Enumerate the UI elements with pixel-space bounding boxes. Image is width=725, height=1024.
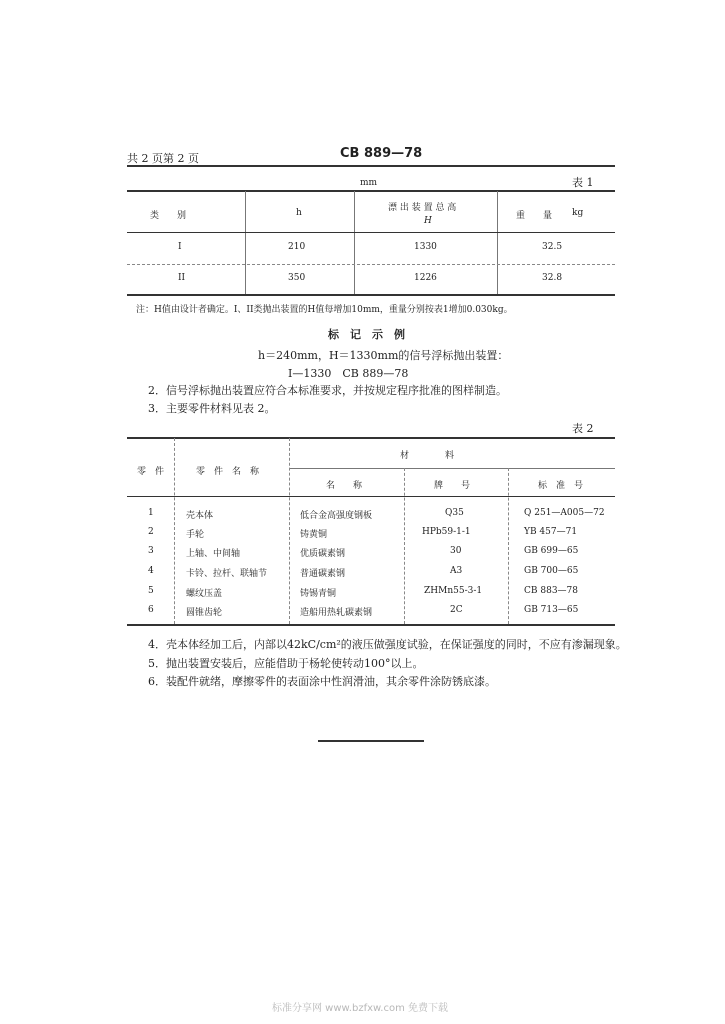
table-2-subheader-rule: [290, 468, 615, 469]
table-2-header-material: 材 料: [400, 451, 455, 461]
table-2-header-rule: [127, 496, 615, 497]
table-2-divider-2: [289, 438, 290, 624]
table-2-row-6-standard: GB 713—65: [524, 605, 579, 615]
table-2-header-grade: 牌 号: [434, 481, 471, 491]
table-2-row-3-grade: 30: [450, 546, 462, 556]
table-1-row-1-H: 1330: [414, 242, 437, 252]
table-2-row-5-no: 5: [148, 586, 154, 596]
table-1-unit: mm: [360, 178, 378, 188]
table-2-row-6-no: 6: [148, 605, 154, 615]
table-1-row-1-type: I: [178, 242, 182, 252]
table-1-header-weight-unit: kg: [572, 208, 584, 218]
table-1-label: 表 1: [572, 176, 594, 189]
item-4: 4．壳本体经加工后，内部以42kC/cm²的液压做强度试验，在保证强度的同时，不应有渗漏现象。: [148, 638, 627, 651]
table-1-top-rule: [127, 190, 615, 192]
table-2-row-5-part: 螺纹压盖: [186, 589, 223, 599]
item-3: 3．主要零件材料见表 2。: [148, 402, 276, 415]
footer-watermark: 标准分享网 www.bzfxw.com 免费下载: [272, 1003, 448, 1014]
table-2-header-standard: 标 准 号: [538, 481, 584, 491]
table-2-row-1-part: 壳本体: [186, 511, 214, 521]
table-2-row-4-standard: GB 700—65: [524, 566, 579, 576]
table-2-label: 表 2: [572, 422, 594, 435]
table-1-row-2-H: 1226: [414, 273, 437, 283]
table-1-row-2-h: 350: [288, 273, 306, 283]
table-2-row-4-material: 普通碳素钢: [300, 569, 346, 579]
table-1-header-type: 类 别: [150, 211, 187, 221]
table-2-top-rule: [127, 437, 615, 439]
table-2-divider-1: [174, 438, 175, 624]
table-1-header-h: h: [296, 208, 302, 218]
example-title: 标 记 示 例: [328, 328, 405, 341]
item-5: 5．抛出装置安装后，应能借助于杨轮使转动100°以上。: [148, 657, 424, 670]
table-2-header-part: 零 件 名 称: [196, 467, 260, 477]
table-2-row-4-no: 4: [148, 566, 154, 576]
table-2-row-3-no: 3: [148, 546, 154, 556]
table-1-divider-3: [497, 191, 498, 295]
table-2-row-3-part: 上轴、中间轴: [186, 549, 241, 559]
page-number-info: 共 2 页第 2 页: [127, 152, 199, 165]
table-1-row-1-weight: 32.5: [542, 242, 563, 252]
table-2-row-2-grade: HPb59-1-1: [422, 527, 471, 537]
table-2-row-4-part: 卡铃、拉杆、联轴节: [186, 569, 268, 579]
table-2-row-6-part: 圆锥齿轮: [186, 608, 223, 618]
table-1-row-1-h: 210: [288, 242, 306, 252]
header-rule: [127, 165, 615, 167]
table-2-row-1-no: 1: [148, 508, 154, 518]
table-2-row-2-standard: YB 457—71: [524, 527, 578, 537]
table-1-divider-1: [245, 191, 246, 295]
table-2-divider-3: [404, 468, 405, 624]
table-1-note: 注：H值由设计者确定。I、II类抛出装置的H值每增加10mm，重量分别按表1增加0.030kg。: [136, 305, 513, 315]
table-2-row-6-grade: 2C: [450, 605, 463, 615]
table-2-header-material-name: 名 称: [326, 481, 363, 491]
item-6: 6．装配件就绪，摩擦零件的表面涂中性润滑油，其余零件涂防锈底漆。: [148, 675, 496, 688]
table-2-row-3-standard: GB 699—65: [524, 546, 579, 556]
table-1-row-separator: [127, 264, 615, 265]
table-1-header-weight: 重 量: [516, 211, 553, 221]
table-2-row-5-grade: ZHMn55-3-1: [424, 586, 483, 596]
standard-code: CB 889—78: [340, 146, 423, 161]
table-2-row-6-material: 造船用热轧碳素钢: [300, 608, 373, 618]
item-2: 2．信号浮标抛出装置应符合本标准要求，并按规定程序批准的图样制造。: [148, 384, 507, 397]
table-1-divider-2: [354, 191, 355, 295]
table-2-row-4-grade: A3: [450, 566, 463, 576]
table-2-row-2-no: 2: [148, 527, 154, 537]
table-1-row-2-type: II: [178, 273, 186, 283]
table-2-row-3-material: 优质碳素钢: [300, 549, 346, 559]
table-2-row-1-grade: Q35: [445, 508, 464, 518]
table-1-header-rule: [127, 232, 615, 233]
table-1-header-H-label: 漂 出 装 置 总 高: [388, 203, 457, 213]
table-1-header-H-symbol: H: [424, 216, 432, 226]
table-2-divider-4: [508, 468, 509, 624]
table-2-row-1-standard: Q 251—A005—72: [524, 508, 605, 518]
end-rule: [318, 740, 424, 742]
table-2-row-2-material: 铸黄铜: [300, 530, 328, 540]
table-2-row-5-material: 铸锡青铜: [300, 589, 337, 599]
table-2-row-2-part: 手轮: [186, 530, 205, 540]
table-1-row-2-weight: 32.8: [542, 273, 563, 283]
example-line-2: I—1330 CB 889—78: [288, 367, 409, 380]
table-2-header-no: 零 件: [137, 467, 165, 477]
table-2-row-5-standard: CB 883—78: [524, 586, 578, 596]
example-line-1: h＝240mm，H＝1330mm的信号浮标抛出装置：: [258, 349, 509, 362]
table-2-row-1-material: 低合金高强度钢板: [300, 511, 373, 521]
table-1-bottom-rule: [127, 294, 615, 296]
table-2-bottom-rule: [127, 624, 615, 626]
